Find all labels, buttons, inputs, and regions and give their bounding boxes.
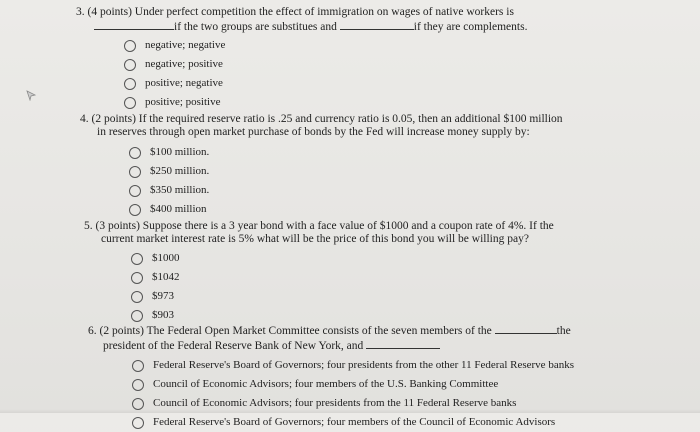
q6-option-b-label: Council of Economic Advisors; four members of the U.S. Banking Committee xyxy=(153,378,499,390)
radio-button[interactable] xyxy=(131,291,143,303)
q6-option-a-label: Federal Reserve's Board of Governors; four presidents from the other 11 Federal Reserve banks xyxy=(153,359,574,371)
q3-option-b[interactable] xyxy=(124,55,527,74)
q5-option-a[interactable] xyxy=(131,249,554,268)
radio-button[interactable] xyxy=(129,166,141,178)
q6-option-d[interactable] xyxy=(132,413,574,432)
question-3-stem-line1: 3. (4 points) Under perfect competition the effect of immigration on wages of native workers is xyxy=(76,6,514,18)
q3-option-c-label: positive; negative xyxy=(145,77,223,89)
radio-button[interactable] xyxy=(124,59,136,71)
q3-option-d[interactable] xyxy=(124,93,527,112)
q5-option-b[interactable] xyxy=(131,268,554,287)
q6-option-b[interactable] xyxy=(132,375,574,394)
q4-option-d-label: $400 million xyxy=(150,203,207,215)
answer-blank-2 xyxy=(340,19,414,30)
question-6-stem-text: 6. (2 points) The Federal Open Market Committee consists of the seven members of the xyxy=(88,325,492,337)
question-6 xyxy=(88,323,574,432)
q3-option-c[interactable] xyxy=(124,74,527,93)
question-5-options xyxy=(84,249,554,325)
radio-button[interactable] xyxy=(129,185,141,197)
answer-blank-1 xyxy=(94,19,174,30)
page-edge-shadow xyxy=(0,409,700,413)
q4-option-a-label: $100 million. xyxy=(150,146,210,158)
question-3-options xyxy=(76,36,527,112)
question-5 xyxy=(84,220,554,325)
question-4-options xyxy=(80,143,563,219)
q3-option-d-label: positive; positive xyxy=(145,96,221,108)
radio-button[interactable] xyxy=(131,272,143,284)
answer-blank-3 xyxy=(495,323,557,334)
q3-option-a-label: negative; negative xyxy=(145,39,226,51)
q4-option-c-label: $350 million. xyxy=(150,184,210,196)
question-4-stem-line1: 4. (2 points) If the required reserve ratio is .25 and currency ratio is 0.05, then an additional $100 million xyxy=(80,113,563,125)
q6-option-d-label: Federal Reserve's Board of Governors; four members of the Council of Economic Advisors xyxy=(153,416,556,428)
question-3-stem-mid: if the two groups are substitues and xyxy=(174,21,337,33)
radio-button[interactable] xyxy=(132,360,144,372)
q4-option-c[interactable] xyxy=(129,181,563,200)
q3-option-a[interactable] xyxy=(124,36,527,55)
question-6-options xyxy=(88,356,574,432)
q4-option-b-label: $250 million. xyxy=(150,165,210,177)
radio-button[interactable] xyxy=(131,253,143,265)
q5-option-c-label: $973 xyxy=(152,290,174,302)
q5-option-c[interactable] xyxy=(131,287,554,306)
q4-option-a[interactable] xyxy=(129,143,563,162)
q4-option-d[interactable] xyxy=(129,200,563,219)
radio-button[interactable] xyxy=(124,97,136,109)
question-3-stem xyxy=(76,6,527,19)
question-3-stem-line2 xyxy=(76,19,527,34)
radio-button[interactable] xyxy=(132,379,144,391)
question-6-stem-line1-end: the xyxy=(556,325,571,337)
q4-option-b[interactable] xyxy=(129,162,563,181)
radio-button[interactable] xyxy=(124,40,136,52)
question-5-stem-line2: current market interest rate is 5% what will be the price of this bond you will be willing pay? xyxy=(101,233,529,245)
radio-button[interactable] xyxy=(129,147,141,159)
q6-option-c-label: Council of Economic Advisors; four presidents from the 11 Federal Reserve banks xyxy=(153,397,517,409)
radio-button[interactable] xyxy=(132,417,144,429)
cursor-icon xyxy=(25,89,37,101)
q6-option-a[interactable] xyxy=(132,356,574,375)
radio-button[interactable] xyxy=(132,398,144,410)
question-5-stem-line1: 5. (3 points) Suppose there is a 3 year bond with a face value of $1000 and a coupon rate of 4%. If the xyxy=(84,220,554,232)
answer-blank-4 xyxy=(366,338,440,349)
q5-option-d-label: $903 xyxy=(152,309,174,321)
question-3 xyxy=(76,6,527,112)
question-3-stem-end: if they are complements. xyxy=(413,21,528,33)
radio-button[interactable] xyxy=(124,78,136,90)
q3-option-b-label: negative; positive xyxy=(145,58,223,70)
question-4-stem-line2: in reserves through open market purchase of bonds by the Fed will increase money supply by: xyxy=(97,126,530,138)
radio-button[interactable] xyxy=(131,310,143,322)
q5-option-a-label: $1000 xyxy=(152,252,180,264)
question-6-stem-line2-text: president of the Federal Reserve Bank of New York, and xyxy=(103,340,364,352)
question-6-stem-line2 xyxy=(88,338,574,353)
question-6-stem-line1 xyxy=(88,323,574,338)
q5-option-b-label: $1042 xyxy=(152,271,180,283)
radio-button[interactable] xyxy=(129,204,141,216)
question-4 xyxy=(80,113,563,219)
